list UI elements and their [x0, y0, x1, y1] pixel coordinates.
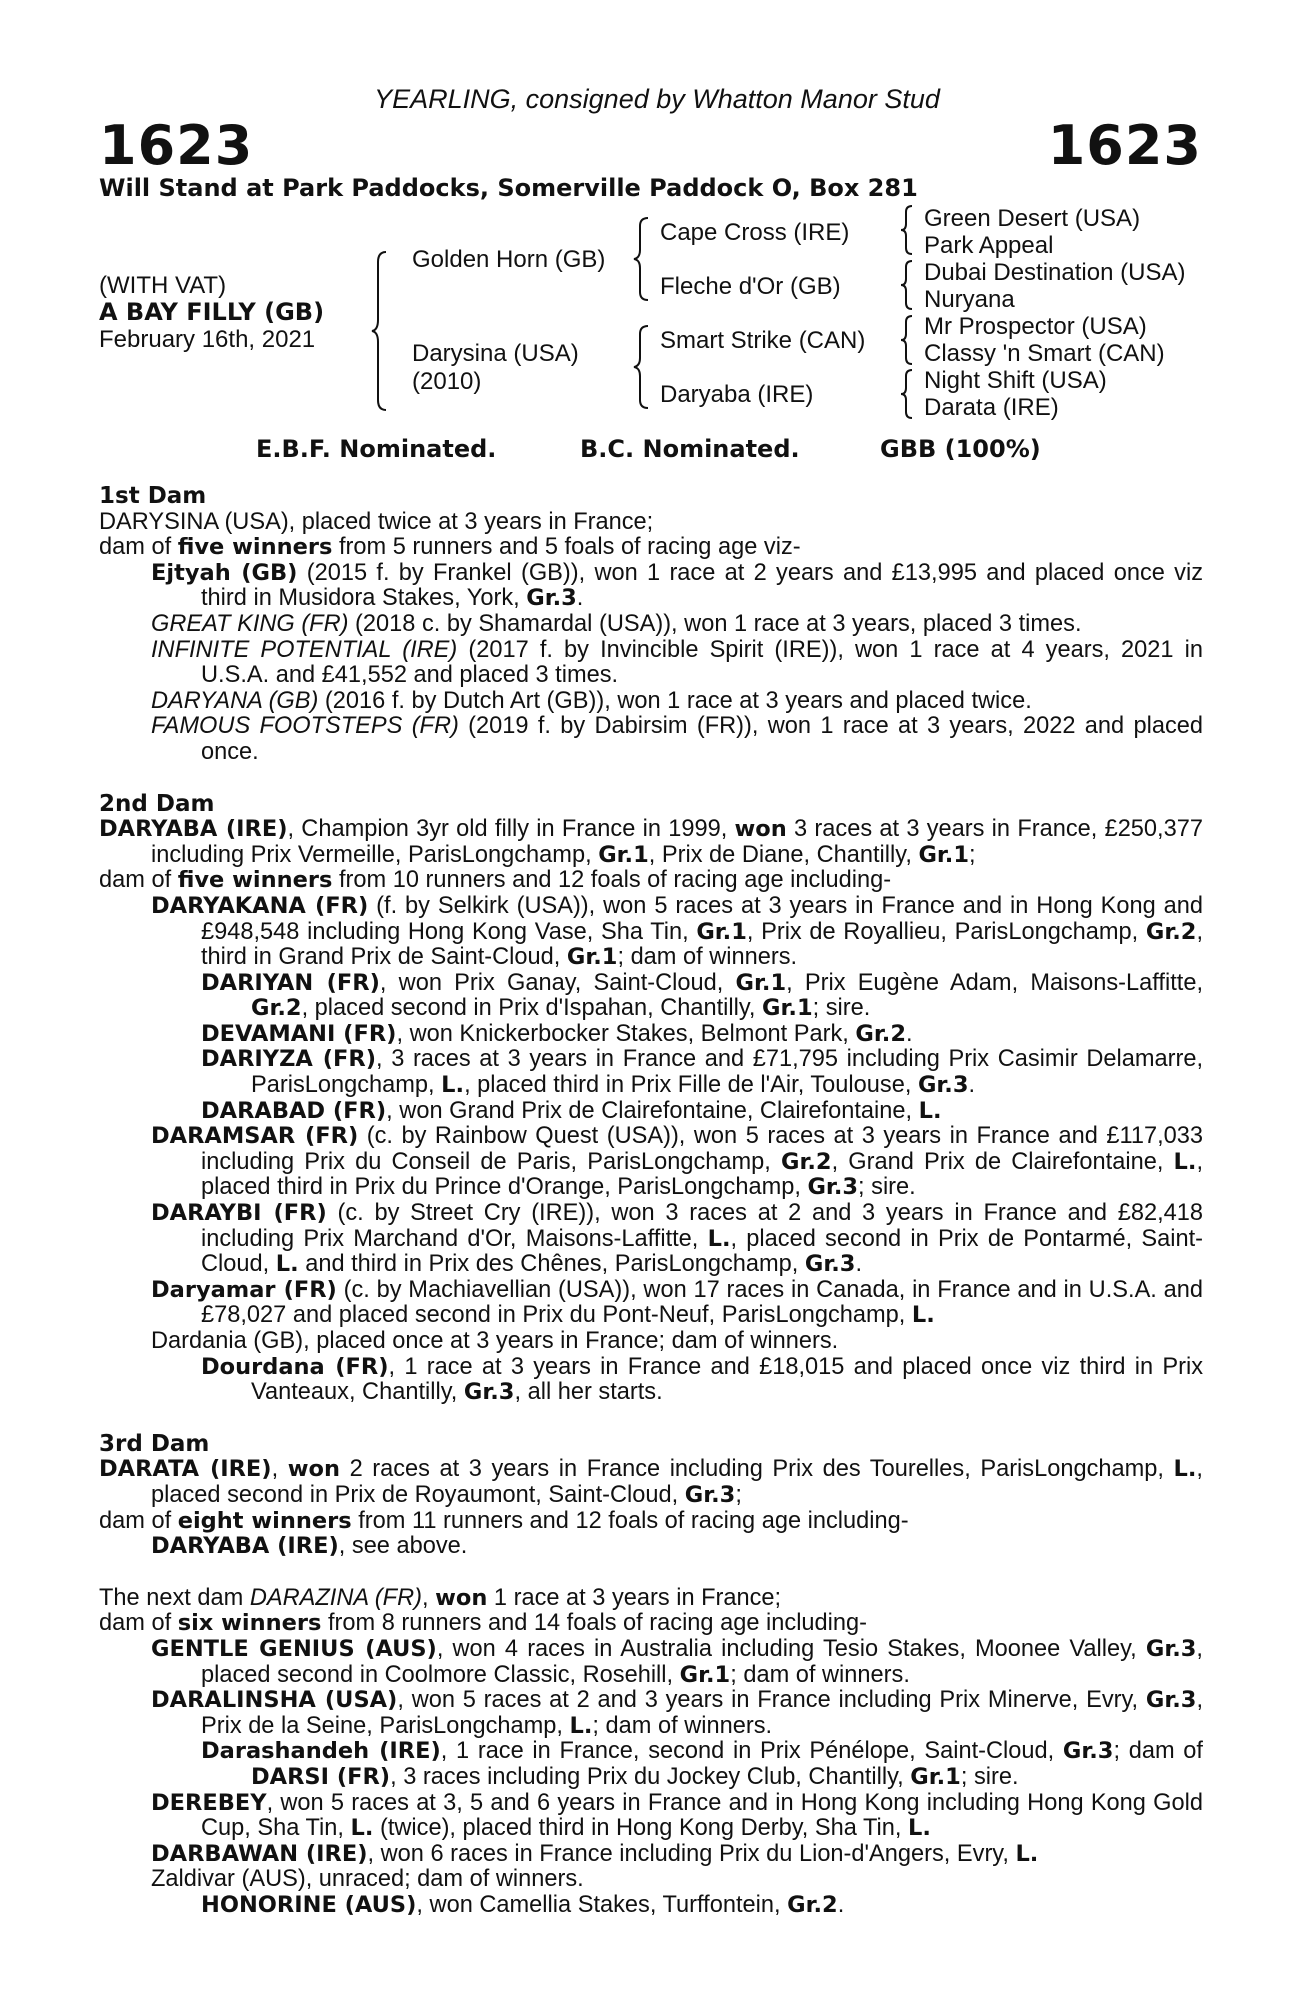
pedigree-dam-sire: Smart Strike (CAN)	[660, 327, 866, 354]
stand-location: Will Stand at Park Paddocks, Somerville Paddock O, Box 281	[99, 174, 918, 202]
record-paragraph: Zaldivar (AUS), unraced; dam of winners.	[151, 1866, 584, 1893]
pedigree-sdd: Nuryana	[924, 286, 1015, 313]
vat-note: (WITH VAT)	[99, 272, 227, 299]
record-paragraph: DARYABA (IRE), see above.	[151, 1533, 468, 1560]
section-heading: 3rd Dam	[99, 1430, 210, 1457]
lot-number-right: 1623	[1047, 114, 1202, 177]
pedigree-ddd: Darata (IRE)	[924, 394, 1059, 421]
record-paragraph: DEREBEY, won 5 races at 3, 5 and 6 years in France and in Hong Kong including Hong Kong Gold Cup, Sha Tin, L. (twice), placed third in Hong Kong Derby, Sha Tin, L.	[151, 1789, 1203, 1842]
record-paragraph: DARBAWAN (IRE), won 6 races in France including Prix du Lion-d'Angers, Evry, L.	[151, 1840, 1039, 1867]
pedigree-brace-sd	[900, 259, 916, 311]
record-paragraph: dam of five winners from 5 runners and 5 foals of racing age viz-	[99, 534, 801, 561]
record-paragraph: Darashandeh (IRE), 1 race in France, second in Prix Pénélope, Saint-Cloud, Gr.3; dam of DARSI (FR), 3 races including Prix du Jockey Club, Chantilly, Gr.1; sire.	[201, 1738, 1203, 1790]
bc-nomination: B.C. Nominated.	[580, 435, 800, 463]
section-heading: 1st Dam	[99, 483, 207, 509]
section-heading: 2nd Dam	[99, 790, 215, 817]
record-paragraph: DARYSINA (USA), placed twice at 3 years in France;	[99, 508, 654, 535]
record-paragraph: GREAT KING (FR) (2018 c. by Shamardal (USA)), won 1 race at 3 years, placed 3 times.	[151, 610, 1082, 637]
pedigree-dam-year: (2010)	[412, 368, 482, 395]
record-paragraph: Daryamar (FR) (c. by Machiavellian (USA)), won 17 races in Canada, in France and in U.S.A. and £78,027 and placed second in Prix du Pont-Neuf, ParisLongchamp, L.	[151, 1276, 1203, 1329]
record-paragraph: DARIYAN (FR), won Prix Ganay, Saint-Cloud, Gr.1, Prix Eugène Adam, Maisons-Laffitte, Gr.2, placed second in Prix d'Ispahan, Chantilly, Gr.1; sire.	[201, 969, 1203, 1022]
pedigree-dam: Darysina (USA)	[412, 340, 579, 367]
dam-produce-record	[99, 484, 1203, 1918]
pedigree-sire-sire: Cape Cross (IRE)	[660, 219, 850, 246]
record-paragraph: The next dam DARAZINA (FR), won 1 race at 3 years in France;	[99, 1584, 782, 1611]
pedigree-sss: Green Desert (USA)	[924, 205, 1141, 232]
record-paragraph: DARYANA (GB) (2016 f. by Dutch Art (GB)), won 1 race at 3 years and placed twice.	[151, 687, 1032, 714]
pedigree-brace-dd	[900, 368, 916, 420]
pedigree-sire-dam: Fleche d'Or (GB)	[660, 273, 841, 300]
pedigree-ssd: Park Appeal	[924, 232, 1054, 259]
horse-name: A BAY FILLY (GB)	[99, 298, 325, 326]
record-paragraph: DARALINSHA (USA), won 5 races at 2 and 3 years in France including Prix Minerve, Evry, Gr.3, Prix de la Seine, ParisLongchamp, L.; dam of winners.	[151, 1687, 1203, 1739]
record-paragraph: dam of eight winners from 11 runners and 12 foals of racing age including-	[99, 1507, 909, 1534]
record-paragraph: Dardania (GB), placed once at 3 years in France; dam of winners.	[151, 1328, 839, 1354]
lot-number-left: 1623	[99, 114, 254, 177]
pedigree-dsd: Classy 'n Smart (CAN)	[924, 340, 1165, 367]
pedigree-sire: Golden Horn (GB)	[412, 246, 606, 273]
record-paragraph: Ejtyah (GB) (2015 f. by Frankel (GB)), won 1 race at 2 years and £13,995 and placed once viz third in Musidora Stakes, York, Gr.3.	[151, 559, 1203, 612]
record-paragraph: INFINITE POTENTIAL (IRE) (2017 f. by Invincible Spirit (IRE)), won 1 race at 4 years, 2021 in U.S.A. and £41,552 and placed 3 times.	[151, 636, 1204, 689]
pedigree-brace-ss	[900, 204, 916, 256]
pedigree-brace-sire	[632, 216, 652, 302]
record-paragraph: DARIYZA (FR), 3 races at 3 years in France and £71,795 including Prix Casimir Delamarre, ParisLongchamp, L., placed third in Prix Fille de l'Air, Toulouse, Gr.3.	[201, 1046, 1204, 1099]
record-paragraph: DARYAKANA (FR) (f. by Selkirk (USA)), won 5 races at 3 years in France and in Hong Kong and £948,548 including Hong Kong Vase, Sha Tin, Gr.1, Prix de Royallieu, ParisLongchamp, Gr.2, third in Grand Prix de Saint-Cloud, Gr.1; dam of winners.	[151, 892, 1203, 971]
record-paragraph: dam of five winners from 10 runners and 12 foals of racing age including-	[99, 867, 892, 894]
gbb-status: GBB (100%)	[880, 435, 1041, 463]
record-paragraph: DARAYBI (FR) (c. by Street Cry (IRE)), won 3 races at 2 and 3 years in France and £82,418 including Prix Marchand d'Or, Maisons-Laffitte, L., placed second in Prix de Pontarmé, Saint-Cloud, L. and third in Prix des Chênes, ParisLongchamp, Gr.3.	[151, 1200, 1204, 1278]
pedigree-brace-ds	[900, 314, 916, 366]
pedigree-dss: Mr Prospector (USA)	[924, 313, 1147, 340]
record-paragraph: DARABAD (FR), won Grand Prix de Clairefontaine, Clairefontaine, L.	[201, 1097, 942, 1124]
pedigree-dds: Night Shift (USA)	[924, 367, 1107, 394]
record-paragraph: DARATA (IRE), won 2 races at 3 years in France including Prix des Tourelles, ParisLongchamp, L., placed second in Prix de Royaumont, Saint-Cloud, Gr.3;	[99, 1456, 1203, 1508]
pedigree-brace-main	[370, 250, 390, 412]
foaling-date: February 16th, 2021	[99, 326, 316, 353]
record-paragraph: DARAMSAR (FR) (c. by Rainbow Quest (USA)), won 5 races at 3 years in France and £117,033 including Prix du Conseil de Paris, ParisLongchamp, Gr.2, Grand Prix de Clairefontaine, L., placed third in Prix du Prince d'Orange, ParisLongchamp, Gr.3; sire.	[151, 1123, 1203, 1201]
record-paragraph: dam of six winners from 8 runners and 14 foals of racing age including-	[99, 1610, 868, 1637]
record-paragraph: HONORINE (AUS), won Camellia Stakes, Turffontein, Gr.2.	[201, 1891, 845, 1918]
consignment-line: YEARLING, consigned by Whatton Manor Stud	[374, 84, 940, 114]
pedigree-brace-dam	[632, 324, 652, 410]
record-paragraph: DARYABA (IRE), Champion 3yr old filly in France in 1999, won 3 races at 3 years in France, £250,377 including Prix Vermeille, ParisLongchamp, Gr.1, Prix de Diane, Chantilly, Gr.1;	[99, 816, 1203, 868]
ebf-nomination: E.B.F. Nominated.	[256, 435, 497, 463]
record-paragraph: FAMOUS FOOTSTEPS (FR) (2019 f. by Dabirsim (FR)), won 1 race at 3 years, 2022 and placed once.	[151, 713, 1203, 765]
record-paragraph: GENTLE GENIUS (AUS), won 4 races in Australia including Tesio Stakes, Moonee Valley, Gr.3, placed second in Coolmore Classic, Rosehill, Gr.1; dam of winners.	[151, 1635, 1203, 1688]
record-paragraph: Dourdana (FR), 1 race at 3 years in France and £18,015 and placed once viz third in Prix Vanteaux, Chantilly, Gr.3, all her starts.	[201, 1353, 1203, 1406]
pedigree-dam-dam: Daryaba (IRE)	[660, 381, 814, 408]
pedigree-sds: Dubai Destination (USA)	[924, 259, 1186, 286]
record-paragraph: DEVAMANI (FR), won Knickerbocker Stakes, Belmont Park, Gr.2.	[201, 1020, 913, 1047]
